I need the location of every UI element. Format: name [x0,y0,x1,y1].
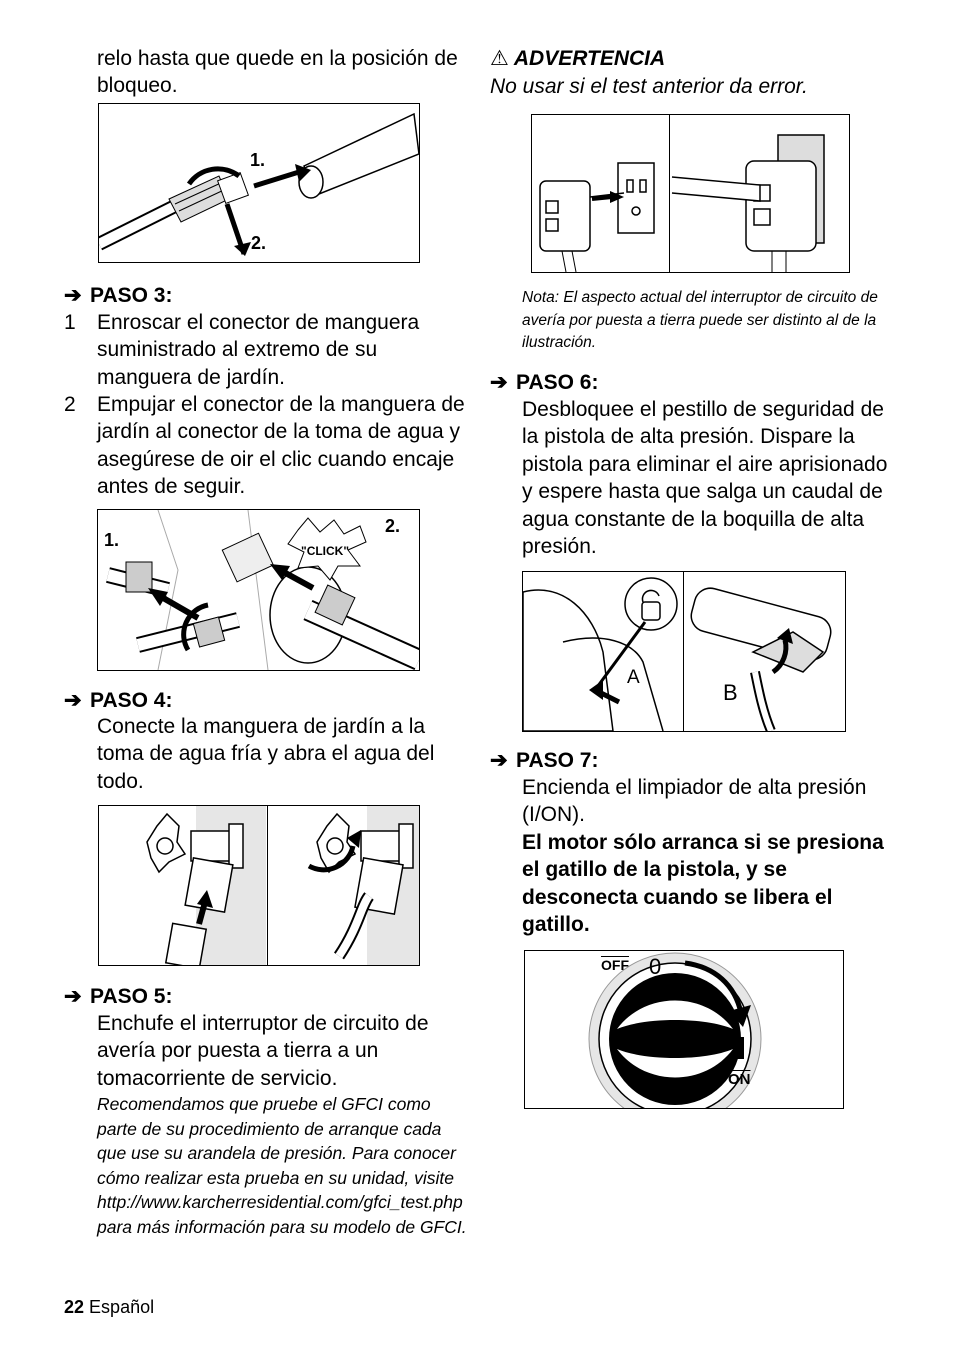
step7-bold-text: El motor sólo arranca si se presiona el gatillo de la pistola, y se desconecta cuando se libera el gatillo. [522,831,884,937]
switch-on-label: $\overline{ON}$ [728,1071,751,1088]
step4-heading: ➔ PASO 4: [64,689,173,712]
figure1-label-1: 1. [250,150,266,170]
step5-italic-text: Recomendamos que pruebe el GFCI como parte de su procedimiento de arranque cada que use su arandela de presión. Para conocer cómo realizar esta prueba en su unidad, visite http://www.karcherresidential.com/gfci_test.php para más información para su modelo de GFCI. [97,1094,467,1237]
warning-triangle-icon: ⚠ [490,47,509,70]
step3-item-2-number: 2 [64,393,76,416]
figure-spray-gun [522,571,846,732]
step3-heading: ➔ PASO 3: [64,284,173,307]
page-footer [64,1297,154,1318]
warning-text: No usar si el test anterior da error. [490,75,808,98]
figure-hose-connector [97,509,420,671]
step4-text: Conecte la manguera de jardín a la toma de agua fría y abra el agua del todo. [97,715,435,793]
warning-heading: ⚠ ADVERTENCIA [490,47,666,70]
switch-zero-label: 0 [649,954,662,979]
intro-text: relo hasta que quede en la posición de bloqueo. [97,47,458,98]
arrow-right-icon: ➔ [64,985,82,1008]
figure-gfci-plug [531,114,850,273]
step3-item-2-text: Empujar el conector de la manguera de jardín al conector de la toma de agua y asegúrese de oir el clic cuando encaje antes de seguir. [97,393,465,499]
page-number: 22 [64,1297,85,1317]
figure-gun-label-b: B [723,680,738,705]
figure-water-tap [98,805,420,966]
arrow-right-icon: ➔ [64,284,82,307]
switch-off-label: $\overline{OFF}$ [601,957,629,973]
figure1-label-2: 2. [251,233,267,253]
arrow-right-icon: ➔ [490,371,508,394]
step7-heading: ➔ PASO 7: [490,749,599,772]
step6-heading: ➔ PASO 6: [490,371,599,394]
arrow-right-icon: ➔ [490,749,508,772]
figure-gun-label-a: A [627,667,640,688]
footer-language: Español [89,1297,155,1317]
step3-item-1-number: 1 [64,311,76,334]
figure2-label-1: 1. [104,530,120,550]
figure2-click-text: "CLICK" [301,544,350,558]
step5-text: Enchufe el interruptor de circuito de avería por puesta a tierra a un tomacorriente de servicio. [97,1012,429,1090]
figure2-label-2: 2. [385,516,401,536]
figure-nozzle-lock [98,103,420,263]
step6-text: Desbloquee el pestillo de seguridad de la pistola de alta presión. Dispare la pistola para eliminar el aire aprisionado y espere hasta que salga un caudal de agua constante de la boquilla de alta presión. [522,398,888,559]
step3-item-1-text: Enroscar el conector de manguera suministrado al extremo de su manguera de jardín. [97,311,420,389]
step7-text: Encienda el limpiador de alta presión (I/ON). [522,776,867,827]
arrow-right-icon: ➔ [64,689,82,712]
figure-power-switch [524,950,844,1109]
gfci-note: Nota: El aspecto actual del interruptor de circuito de avería por puesta a tierra puede ser distinto al de la ilustración. [522,289,878,351]
step5-heading: ➔ PASO 5: [64,985,173,1008]
